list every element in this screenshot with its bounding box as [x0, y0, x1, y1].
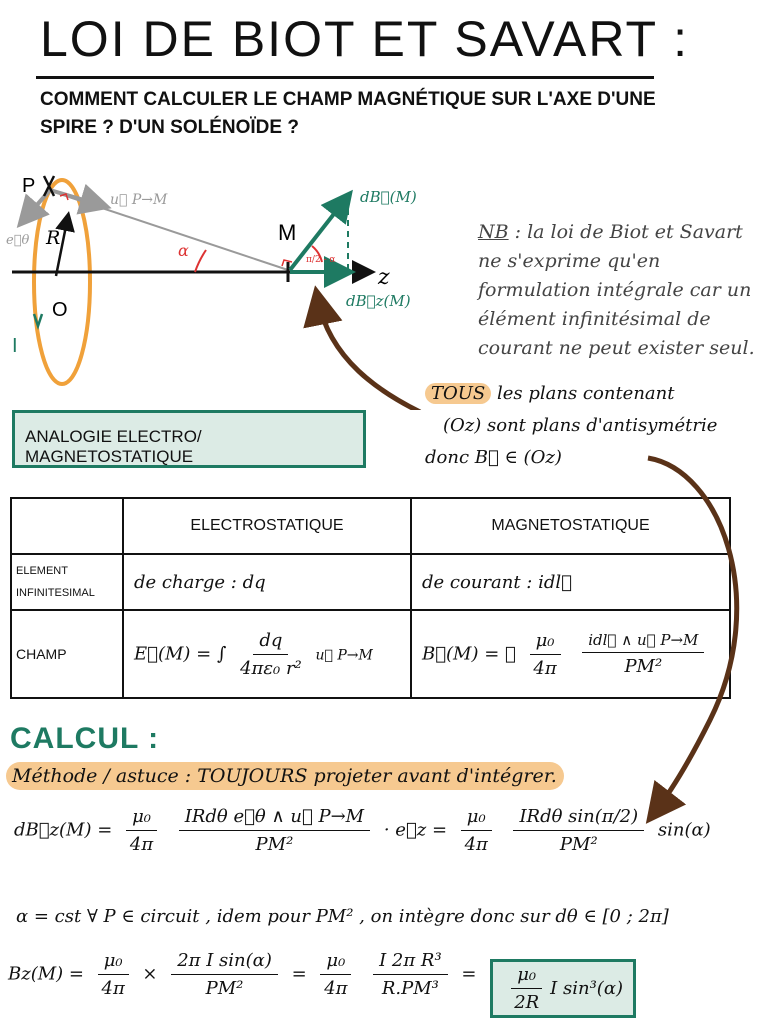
integration-condition: α = cst ∀ P ∈ circuit , idem pour PM² , on intègre donc sur dθ ∈ [0 ; 2π]: [16, 906, 669, 927]
eq1-lhs: dB⃗z(M) =: [14, 819, 113, 841]
label-o: O: [52, 299, 68, 321]
label-e-theta: e⃗θ: [6, 233, 30, 248]
eq2-f1-den: PM²: [205, 978, 244, 999]
eq1-k2-num: μ₀: [461, 806, 492, 831]
cell-electro-element: de charge : dq: [123, 554, 411, 610]
tous-highlight: TOUS: [425, 383, 491, 404]
tous-line3: donc B⃗ ∈ (Oz): [425, 447, 562, 468]
result-num: μ₀: [511, 964, 542, 989]
eq1-k-den: 4π: [129, 834, 154, 855]
page-subtitle: COMMENT CALCULER LE CHAMP MAGNÉTIQUE SUR L'AXE D'UNE SPIRE ? D'UN SOLÉNOÏDE ?: [40, 89, 656, 138]
label-db: dB⃗(M): [360, 188, 417, 206]
label-r: R: [46, 227, 61, 249]
equation-dbz: [14, 806, 711, 855]
label-z: z: [378, 265, 390, 290]
row-label-champ: CHAMP: [11, 610, 123, 698]
nb-label: NB: [478, 221, 509, 243]
label-dbz: dB⃗z(M): [346, 292, 411, 310]
eq2-k2-num: μ₀: [320, 950, 351, 975]
nb-text: : la loi de Biot et Savart ne s'exprime qu'en formulation intégrale car un élément infinitésimal de courant ne peut exister seul.: [478, 221, 755, 359]
equation-bz: [8, 950, 636, 1018]
electro-num: dq: [253, 630, 288, 655]
calcul-heading: CALCUL :: [10, 722, 160, 755]
eq2-f2-den: R.PM³: [381, 978, 439, 999]
eq1-dot: · e⃗z =: [383, 819, 448, 841]
cell-magneto-element: de courant : idl⃗: [411, 554, 730, 610]
electro-den: 4πε₀ r²: [240, 657, 302, 679]
eq2-fraction-2: [373, 950, 448, 999]
eq2-equals-2: =: [461, 963, 477, 985]
tous-line1: les plans contenant: [497, 383, 675, 404]
magneto-lhs: B⃗(M) = ∮: [422, 643, 516, 664]
eq1-constant-2: [461, 806, 492, 855]
magneto-k-den: 4π: [533, 657, 557, 679]
eq2-lhs: Bz(M) =: [8, 963, 84, 985]
table-header-electro: ELECTROSTATIQUE: [123, 498, 411, 554]
brown-curve: [648, 458, 737, 812]
eq2-f2-num: I 2π R³: [373, 950, 448, 975]
magneto-num: idl⃗ ∧ u⃗ P→M: [582, 631, 704, 653]
label-angle: π/2 - α: [306, 255, 336, 265]
eq1-k2-den: 4π: [464, 834, 488, 855]
label-u: u⃗ P→M: [110, 192, 168, 208]
result-den: 2R: [514, 991, 540, 1013]
eq1-tail: sin(α): [657, 819, 711, 841]
tous-line2: (Oz) sont plans d'antisymétrie: [443, 415, 718, 436]
method-highlight: Méthode / astuce : TOUJOURS projeter avant d'intégrer.: [6, 762, 564, 790]
eq1-f1-den: PM²: [255, 834, 294, 855]
eq1-f2-den: PM²: [559, 834, 598, 855]
eq1-fraction-1: [179, 806, 370, 855]
eq1-fraction-2: [513, 806, 644, 855]
row-label-element: ELEMENT INFINITESIMAL: [11, 554, 123, 610]
eq2-times: ×: [142, 963, 158, 985]
magneto-k-num: μ₀: [530, 630, 561, 655]
eq2-f1-num: 2π I sin(α): [171, 950, 278, 975]
table-header-magneto: MAGNETOSTATIQUE: [411, 498, 730, 554]
eq2-k-den: 4π: [101, 978, 125, 999]
result-tail: I sin³(α): [550, 977, 623, 999]
eq2-k-num: μ₀: [98, 950, 129, 975]
eq1-constant: [126, 806, 157, 855]
label-alpha: α: [178, 241, 189, 260]
eq1-f1-num: IRdθ e⃗θ ∧ u⃗ P→M: [179, 806, 370, 831]
analogy-box: ANALOGIE ELECTRO/ MAGNETOSTATIQUE: [12, 410, 366, 468]
eq2-fraction-1: [171, 950, 278, 999]
label-p: P: [22, 175, 36, 197]
eq2-constant: [98, 950, 129, 999]
eq2-constant-2: [320, 950, 351, 999]
page-title: LOI DE BIOT ET SAVART :: [40, 11, 689, 67]
eq1-f2-num: IRdθ sin(π/2): [513, 806, 644, 831]
label-i: I: [12, 335, 18, 357]
electro-tail: u⃗ P→M: [315, 647, 373, 663]
eq1-k-num: μ₀: [126, 806, 157, 831]
electro-lhs: E⃗(M) = ∫: [134, 643, 227, 664]
eq2-equals: =: [291, 963, 307, 985]
magneto-den: PM²: [624, 656, 663, 677]
result-box: [490, 959, 636, 1018]
result-fraction: [511, 964, 542, 1013]
eq2-k2-den: 4π: [324, 978, 348, 999]
label-m: M: [278, 220, 297, 245]
